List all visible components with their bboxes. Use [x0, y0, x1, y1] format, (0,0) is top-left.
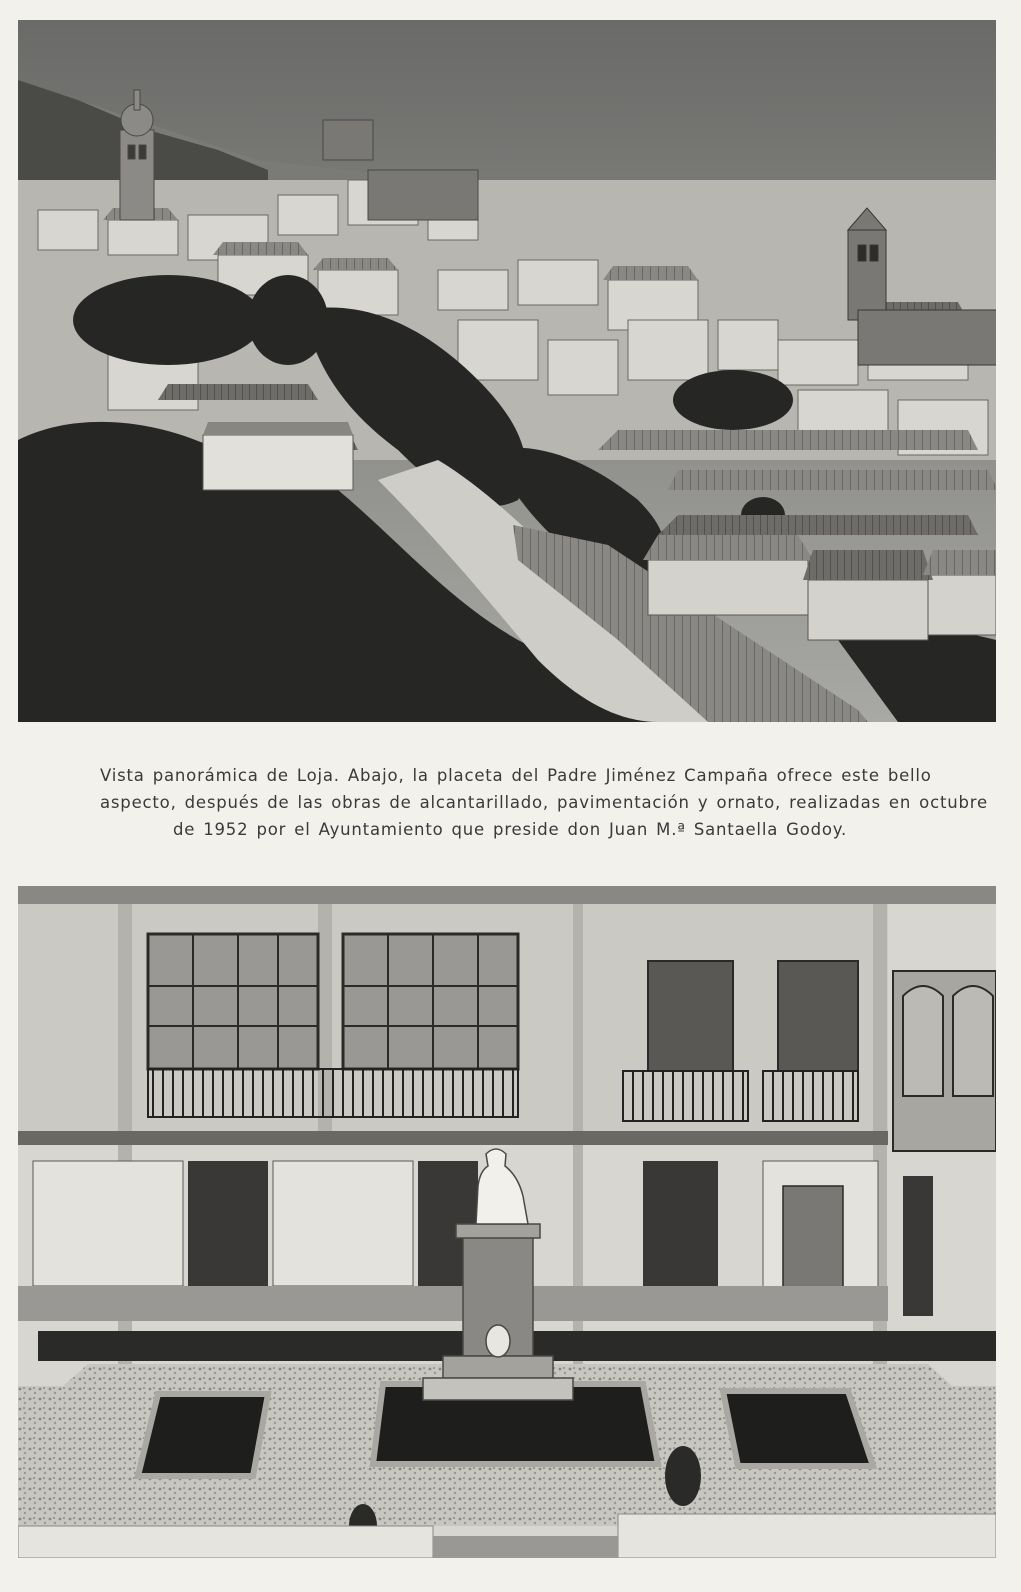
panoramic-town-illustration	[18, 20, 996, 722]
plaza-monument-photo	[18, 886, 996, 1558]
photo-caption	[100, 762, 988, 843]
caption-line-3: de 1952 por el Ayuntamiento que preside don Juan M.ª Santaella Godoy.	[172, 820, 848, 839]
caption-line-1: Vista panorámica de Loja. Abajo, la placeta del Padre Jiménez Campaña ofrece este bello	[100, 766, 932, 785]
plaza-monument-illustration	[18, 886, 996, 1558]
bell-tower-left	[120, 90, 154, 220]
panoramic-town-photo	[18, 20, 996, 722]
caption-line-2: aspecto, después de las obras de alcantarillado, pavimentación y ornato, realizadas en octubre	[100, 793, 988, 812]
